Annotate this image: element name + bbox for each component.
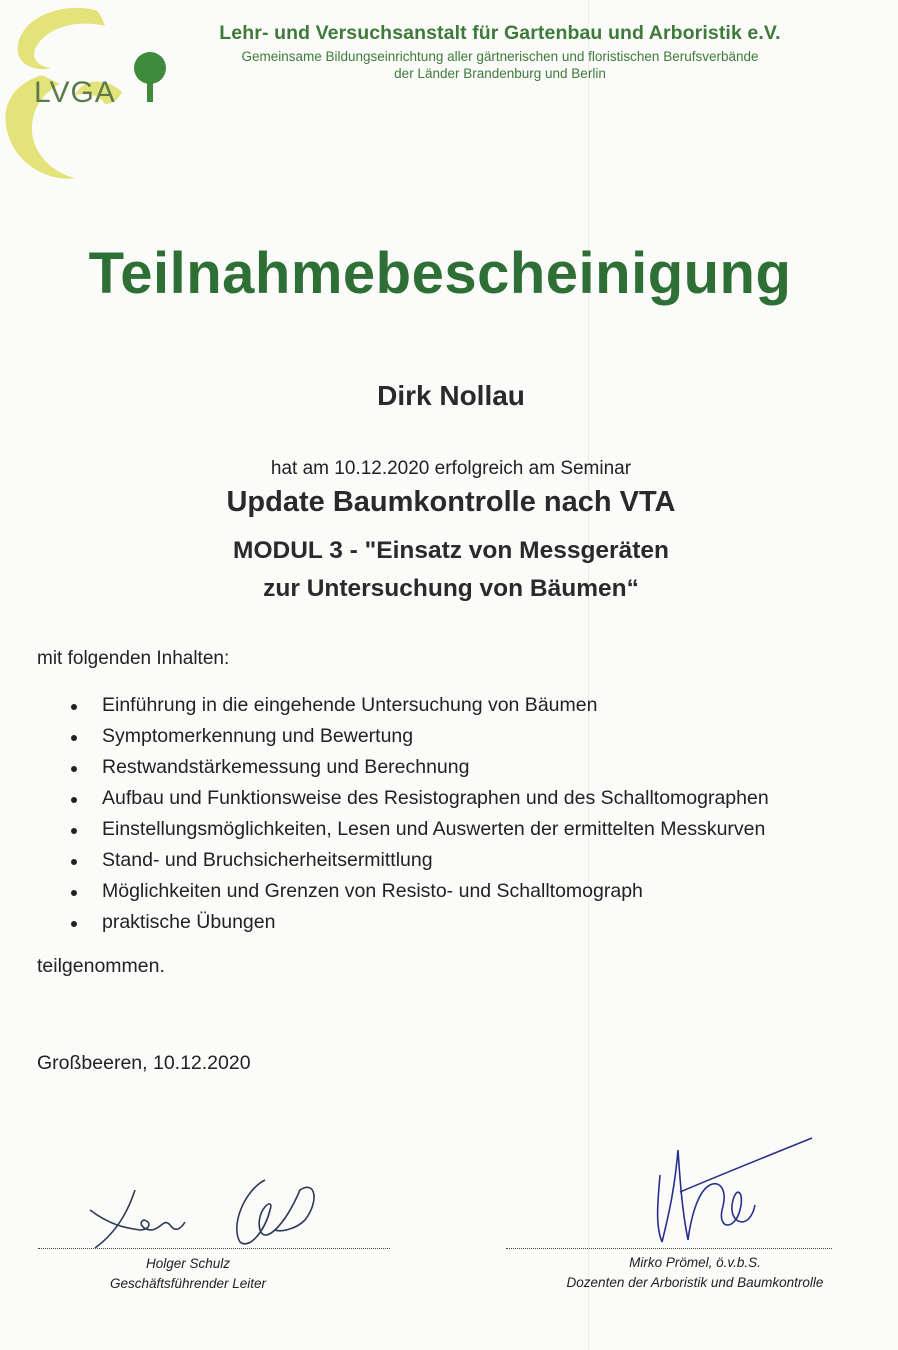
list-item: Einstellungsmöglichkeiten, Lesen und Auswerten der ermittelten Messkurven [70,814,769,845]
signature-left-role: Geschäftsführender Leiter [109,1276,267,1291]
signature-right-role: Dozenten der Arboristik und Baumkontrolle [566,1275,824,1290]
list-item: Einführung in die eingehende Untersuchung von Bäumen [70,690,769,721]
signature-right-name: Mirko Prömel, ö.v.b.S. [629,1255,761,1270]
signature-left [80,1170,340,1260]
signature-left-name: Holger Schulz [145,1256,231,1271]
signature-line-left [38,1248,390,1249]
seminar-title: Update Baumkontrolle nach VTA [226,486,676,518]
module-title-line-1: MODUL 3 - "Einsatz von Messgeräten [233,537,669,564]
list-item: Möglichkeiten und Grenzen von Resisto- und Schalltomograph [70,876,769,907]
list-item: Restwandstärkemessung und Berechnung [70,752,769,783]
list-item: Stand- und Bruchsicherheitsermittlung [70,845,769,876]
signature-line-right [506,1248,832,1249]
organization-subtitle [170,48,830,82]
signature-right [640,1130,830,1250]
contents-intro: mit folgenden Inhalten: [37,648,230,669]
svg-text:LVGA: LVGA [34,76,116,109]
lvga-logo [0,0,170,190]
module-title-line-2: zur Untersuchung von Bäumen“ [263,575,639,602]
organization-subtitle-line-1: Gemeinsame Bildungseinrichtung aller gärtnerischen und floristischen Berufsverbände [241,49,759,64]
list-item: Symptomerkennung und Bewertung [70,721,769,752]
place-date: Großbeeren, 10.12.2020 [37,1052,251,1074]
paper-fold-line [588,0,589,1350]
list-item: praktische Übungen [70,907,769,938]
list-item: Aufbau und Funktionsweise des Resistographen und des Schalltomographen [70,783,769,814]
certificate-title: Teilnahmebescheinigung [88,241,792,306]
organization-name: Lehr- und Versuchsanstalt für Gartenbau und Arboristik e.V. [219,22,781,44]
attended-text: hat am 10.12.2020 erfolgreich am Seminar [270,458,632,479]
organization-header [170,22,830,82]
organization-subtitle-line-2: der Länder Brandenburg und Berlin [394,66,606,81]
participant-name: Dirk Nollau [377,380,525,411]
closing-text: teilgenommen. [37,955,165,977]
module-title [0,532,898,608]
contents-list [70,690,769,938]
